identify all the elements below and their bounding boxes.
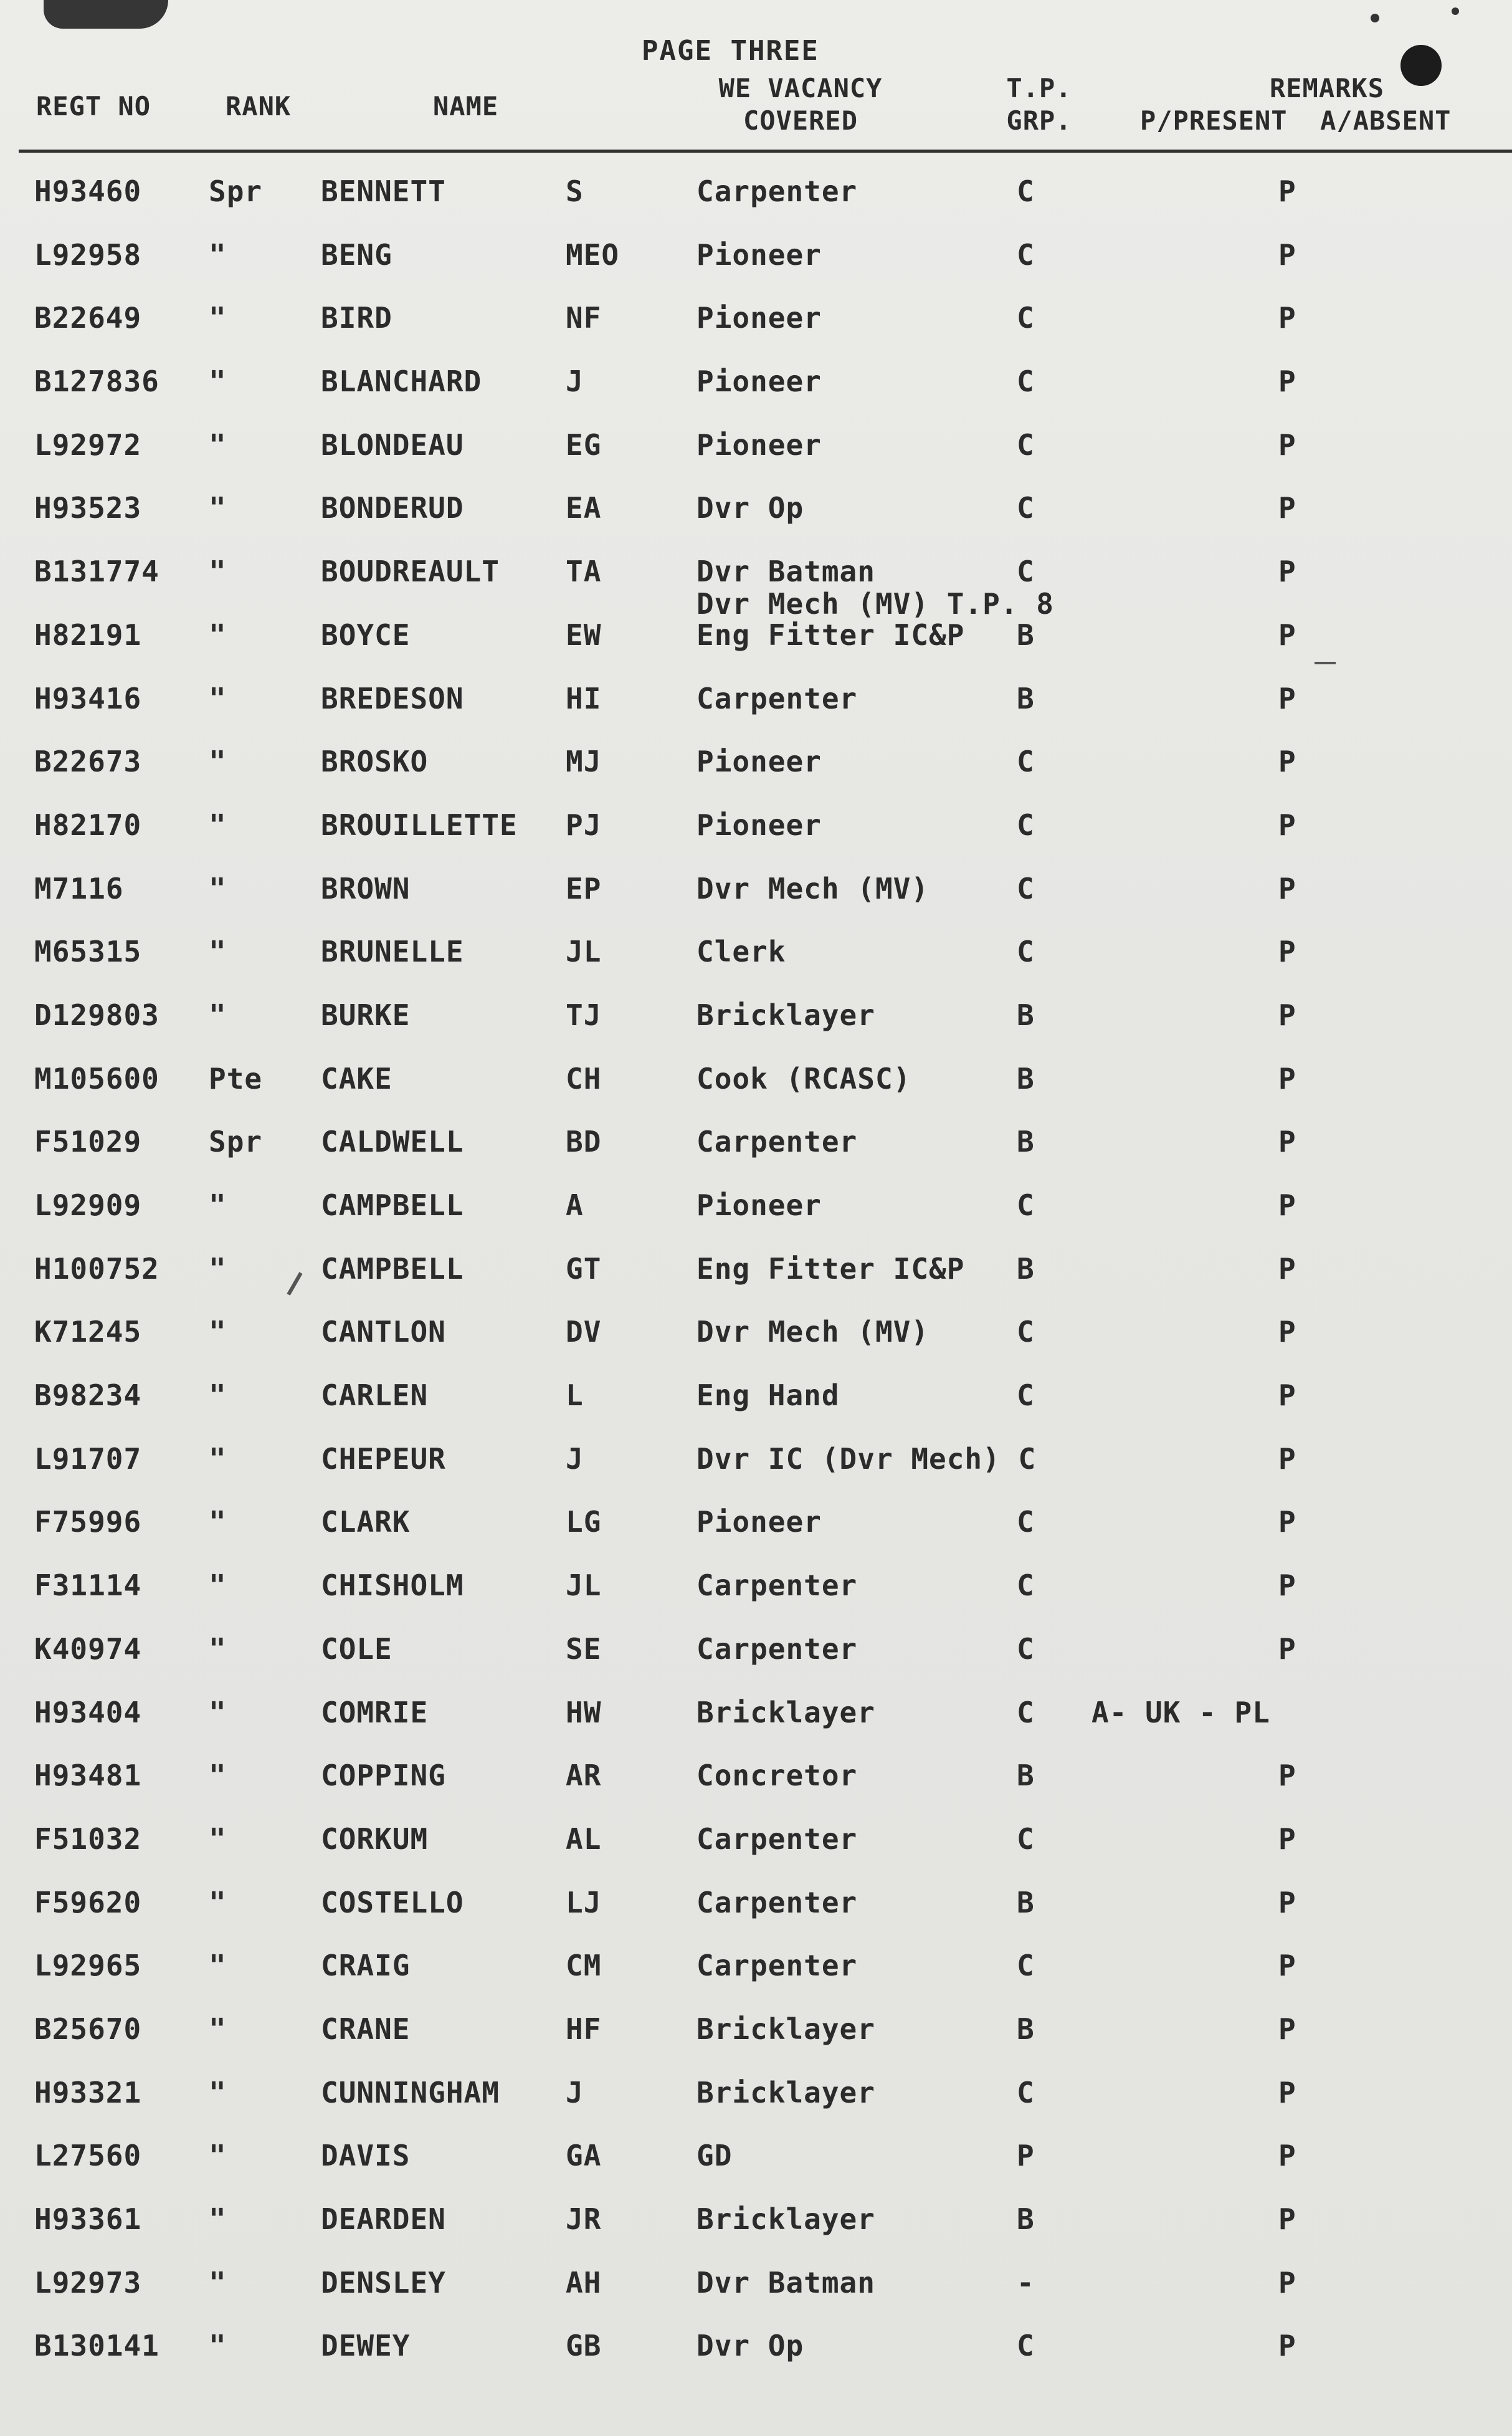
regt-no-cell: L92965 [34, 1949, 142, 1983]
remark-cell: P [1278, 618, 1296, 652]
regt-no-cell: L27560 [34, 2139, 142, 2173]
initials-cell: HW [566, 1695, 602, 1729]
name-cell: CLARK [321, 1505, 411, 1539]
grp-cell: B [1017, 2202, 1035, 2236]
rank-cell: " [209, 1188, 227, 1222]
name-cell: CRAIG [321, 1949, 411, 1983]
header-rule [19, 150, 1512, 153]
rank-cell: " [209, 2265, 227, 2300]
table-row [0, 477, 1512, 541]
initials-cell: S [566, 174, 584, 208]
rank-cell: " [209, 555, 227, 589]
name-cell: COPPING [321, 1759, 446, 1793]
header-grp-line2: GRP. [1006, 105, 1072, 136]
grp-cell: C [1017, 301, 1035, 335]
remark-cell: P [1278, 1125, 1296, 1159]
name-cell: CALDWELL [321, 1125, 464, 1159]
name-cell: BROWN [321, 871, 411, 905]
regt-no-cell: M65315 [34, 935, 142, 969]
vacancy-cell: Dvr Op [697, 2329, 804, 2363]
vacancy-cell: Dvr Batman [697, 2265, 875, 2300]
initials-cell: MEO [566, 237, 620, 272]
initials-cell: GT [566, 1251, 602, 1286]
vacancy-cell: Pioneer [697, 301, 822, 335]
name-cell: CARLEN [321, 1378, 429, 1413]
rank-cell: " [209, 998, 227, 1032]
table-row [0, 2315, 1512, 2379]
remark-cell: P [1278, 1378, 1296, 1413]
header-tp-grp [996, 72, 1083, 137]
grp-cell: P [1017, 2139, 1035, 2173]
regt-no-cell: B22673 [34, 745, 142, 779]
regt-no-cell: H93460 [34, 174, 142, 208]
grp-cell: B [1017, 681, 1035, 715]
rank-cell: " [209, 1251, 227, 1286]
rank-cell: " [209, 935, 227, 969]
rank-cell: " [209, 427, 227, 462]
remark-cell: P [1278, 2012, 1296, 2046]
remark-cell: P [1278, 1885, 1296, 1919]
roster-table [0, 161, 1512, 2379]
name-cell: BIRD [321, 301, 392, 335]
vacancy-cell: Pioneer [697, 237, 822, 272]
initials-cell: HI [566, 681, 602, 715]
remark-cell: P [1278, 1188, 1296, 1222]
name-cell: CANTLON [321, 1315, 446, 1349]
initials-cell: AL [566, 1822, 602, 1856]
remark-cell: P [1278, 1315, 1296, 1349]
grp-cell: B [1017, 1061, 1035, 1096]
table-row [0, 604, 1512, 668]
rank-cell: " [209, 1441, 227, 1476]
name-cell: BROSKO [321, 745, 429, 779]
grp-cell: B [1017, 1251, 1035, 1286]
rank-cell: " [209, 1631, 227, 1666]
rank-cell: " [209, 1949, 227, 1983]
table-row [0, 1491, 1512, 1555]
table-row [0, 224, 1512, 288]
regt-no-cell: B98234 [34, 1378, 142, 1413]
initials-cell: SE [566, 1631, 602, 1666]
table-row [0, 1365, 1512, 1428]
rank-cell: Spr [209, 174, 263, 208]
table-row [0, 1175, 1512, 1238]
regt-no-cell: H82191 [34, 618, 142, 652]
table-row [0, 1428, 1512, 1492]
rank-cell: " [209, 1505, 227, 1539]
grp-cell: C [1017, 427, 1035, 462]
remark-cell: P [1278, 2265, 1296, 2300]
table-row [0, 1745, 1512, 1808]
rank-cell: " [209, 745, 227, 779]
rank-cell: " [209, 1759, 227, 1793]
regt-no-cell: D129803 [34, 998, 159, 1032]
ink-speck [1371, 14, 1379, 22]
interline-note: Dvr Mech (MV) T.P. 8 [697, 587, 1054, 621]
vacancy-cell: Carpenter [697, 1569, 858, 1603]
table-row [0, 1555, 1512, 1618]
regt-no-cell: H93321 [34, 2075, 142, 2109]
name-cell: BREDESON [321, 681, 464, 715]
vacancy-cell: Carpenter [697, 1125, 858, 1159]
grp-cell: C [1017, 1505, 1035, 1539]
grp-cell: C [1017, 365, 1035, 399]
grp-cell: C [1017, 871, 1035, 905]
grp-cell: C [1017, 491, 1035, 525]
header-rank: RANK [226, 91, 292, 122]
vacancy-cell: Dvr IC (Dvr Mech) C [697, 1441, 1037, 1476]
remark-cell: P [1278, 998, 1296, 1032]
table-row [0, 2252, 1512, 2316]
rank-cell: " [209, 1569, 227, 1603]
name-cell: CAMPBELL [321, 1188, 464, 1222]
name-cell: DAVIS [321, 2139, 411, 2173]
regt-no-cell: F31114 [34, 1569, 142, 1603]
table-row [0, 1999, 1512, 2062]
rank-cell: Spr [209, 1125, 263, 1159]
name-cell: CRANE [321, 2012, 411, 2046]
vacancy-cell: Bricklayer [697, 1695, 875, 1729]
rank-cell: " [209, 491, 227, 525]
remark-cell: P [1278, 1441, 1296, 1476]
grp-cell: C [1017, 2329, 1035, 2363]
name-cell: BONDERUD [321, 491, 464, 525]
header-name: NAME [433, 91, 499, 122]
remark-cell: P [1278, 1569, 1296, 1603]
ink-speck [1452, 7, 1459, 15]
ink-smudge [44, 0, 168, 29]
vacancy-cell: Carpenter [697, 1822, 858, 1856]
grp-cell: C [1017, 1949, 1035, 1983]
regt-no-cell: B131774 [34, 555, 159, 589]
rank-cell: " [209, 1695, 227, 1729]
initials-cell: EG [566, 427, 602, 462]
rank-cell: " [209, 237, 227, 272]
initials-cell: HF [566, 2012, 602, 2046]
grp-cell: B [1017, 2012, 1035, 2046]
header-grp-line1: T.P. [1006, 73, 1072, 103]
remark-cell: P [1278, 1759, 1296, 1793]
rank-cell: " [209, 871, 227, 905]
vacancy-cell: Concretor [697, 1759, 858, 1793]
vacancy-cell: Carpenter [697, 681, 858, 715]
vacancy-cell: Dvr Mech (MV) [697, 871, 930, 905]
remark-cell: P [1278, 2202, 1296, 2236]
table-row [0, 1238, 1512, 1302]
vacancy-cell: Bricklayer [697, 998, 875, 1032]
initials-cell: AR [566, 1759, 602, 1793]
regt-no-cell: H93416 [34, 681, 142, 715]
initials-cell: J [566, 365, 584, 399]
table-row [0, 1301, 1512, 1365]
rank-cell: " [209, 2202, 227, 2236]
vacancy-cell: Clerk [697, 935, 786, 969]
grp-cell: - [1017, 2265, 1035, 2300]
initials-cell: DV [566, 1315, 602, 1349]
grp-cell: C [1017, 1188, 1035, 1222]
initials-cell: JL [566, 935, 602, 969]
grp-cell: B [1017, 618, 1035, 652]
table-row [0, 1872, 1512, 1936]
rank-cell: Pte [209, 1061, 263, 1096]
vacancy-cell: Carpenter [697, 174, 858, 208]
initials-cell: JR [566, 2202, 602, 2236]
grp-cell: C [1017, 174, 1035, 208]
remark-cell: P [1278, 2139, 1296, 2173]
regt-no-cell: H93404 [34, 1695, 142, 1729]
regt-no-cell: K40974 [34, 1631, 142, 1666]
table-row [0, 921, 1512, 985]
table-row [0, 2062, 1512, 2126]
vacancy-cell: Carpenter [697, 1885, 858, 1919]
table-row [0, 1111, 1512, 1175]
vacancy-cell: Pioneer [697, 1188, 822, 1222]
remark-cell: P [1278, 174, 1296, 208]
table-row [0, 985, 1512, 1048]
remark-cell: P [1278, 2329, 1296, 2363]
vacancy-cell: GD [697, 2139, 733, 2173]
regt-no-cell: H82170 [34, 808, 142, 842]
remark-cell: P [1278, 871, 1296, 905]
name-cell: CHEPEUR [321, 1441, 446, 1476]
grp-cell: C [1017, 1822, 1035, 1856]
initials-cell: TJ [566, 998, 602, 1032]
regt-no-cell: B127836 [34, 365, 159, 399]
name-cell: CAKE [321, 1061, 392, 1096]
vacancy-cell: Cook (RCASC) [697, 1061, 911, 1096]
remark-cell: P [1278, 1631, 1296, 1666]
note-cell: A- UK - PL [1091, 1695, 1270, 1729]
vacancy-cell: Pioneer [697, 1505, 822, 1539]
remark-cell: P [1278, 1949, 1296, 1983]
name-cell: DENSLEY [321, 2265, 446, 2300]
header-remarks [1140, 72, 1512, 137]
regt-no-cell: H93523 [34, 491, 142, 525]
table-row [0, 2189, 1512, 2252]
header-vacancy-line1: WE VACANCY [718, 73, 883, 103]
header-regt-no: REGT NO [36, 91, 151, 122]
regt-no-cell: F59620 [34, 1885, 142, 1919]
initials-cell: EP [566, 871, 602, 905]
name-cell: BROUILLETTE [321, 808, 518, 842]
vacancy-cell: Carpenter [697, 1949, 858, 1983]
remark-cell: P [1278, 491, 1296, 525]
rank-cell: " [209, 2139, 227, 2173]
name-cell: CAMPBELL [321, 1251, 464, 1286]
name-cell: BENNETT [321, 174, 446, 208]
grp-cell: C [1017, 808, 1035, 842]
vacancy-cell: Dvr Op [697, 491, 804, 525]
table-row [0, 1808, 1512, 1872]
grp-cell: C [1017, 1315, 1035, 1349]
initials-cell: BD [566, 1125, 602, 1159]
initials-cell: NF [566, 301, 602, 335]
vacancy-cell: Bricklayer [697, 2202, 875, 2236]
vacancy-cell: Carpenter [697, 1631, 858, 1666]
header-remarks-line1: REMARKS [1269, 73, 1384, 103]
initials-cell: J [566, 1441, 584, 1476]
vacancy-cell: Eng Fitter IC&P [697, 1251, 965, 1286]
regt-no-cell: L91707 [34, 1441, 142, 1476]
initials-cell: LG [566, 1505, 602, 1539]
table-row [0, 858, 1512, 922]
rank-cell: " [209, 1315, 227, 1349]
regt-no-cell: M7116 [34, 871, 124, 905]
vacancy-cell: Dvr Mech (MV) [697, 1315, 930, 1349]
regt-no-cell: H100752 [34, 1251, 159, 1286]
grp-cell: C [1017, 237, 1035, 272]
initials-cell: A [566, 1188, 584, 1222]
remark-cell: P [1278, 237, 1296, 272]
table-row [0, 1048, 1512, 1112]
name-cell: BLANCHARD [321, 365, 482, 399]
initials-cell: MJ [566, 745, 602, 779]
table-row [0, 161, 1512, 224]
remark-cell: P [1278, 555, 1296, 589]
initials-cell: EW [566, 618, 602, 652]
regt-no-cell: B130141 [34, 2329, 159, 2363]
rank-cell: " [209, 1885, 227, 1919]
name-cell: BURKE [321, 998, 411, 1032]
regt-no-cell: L92958 [34, 237, 142, 272]
regt-no-cell: F51032 [34, 1822, 142, 1856]
rank-cell: " [209, 2012, 227, 2046]
table-row [0, 1618, 1512, 1682]
initials-cell: JL [566, 1569, 602, 1603]
name-cell: BLONDEAU [321, 427, 464, 462]
name-cell: BOYCE [321, 618, 411, 652]
remark-cell: P [1278, 301, 1296, 335]
remark-cell: P [1278, 1251, 1296, 1286]
initials-cell: CM [566, 1949, 602, 1983]
table-row [0, 287, 1512, 351]
grp-cell: C [1017, 1569, 1035, 1603]
name-cell: BOUDREAULT [321, 555, 500, 589]
grp-cell: C [1017, 1631, 1035, 1666]
name-cell: COSTELLO [321, 1885, 464, 1919]
grp-cell: B [1017, 998, 1035, 1032]
regt-no-cell: B22649 [34, 301, 142, 335]
table-row [0, 2125, 1512, 2189]
table-row [0, 351, 1512, 414]
vacancy-cell: Pioneer [697, 745, 822, 779]
table-row [0, 414, 1512, 478]
page-title: PAGE THREE [642, 35, 819, 67]
rank-cell: " [209, 618, 227, 652]
initials-cell: LJ [566, 1885, 602, 1919]
name-cell: COLE [321, 1631, 392, 1666]
grp-cell: B [1017, 1759, 1035, 1793]
name-cell: COMRIE [321, 1695, 429, 1729]
remark-cell: P [1278, 935, 1296, 969]
rank-cell: " [209, 1822, 227, 1856]
grp-cell: C [1017, 555, 1035, 589]
regt-no-cell: M105600 [34, 1061, 159, 1096]
table-row [0, 795, 1512, 858]
remark-cell: P [1278, 365, 1296, 399]
table-row [0, 731, 1512, 795]
table-row [0, 668, 1512, 732]
regt-no-cell: F75996 [34, 1505, 142, 1539]
regt-no-cell: L92973 [34, 2265, 142, 2300]
rank-cell: " [209, 365, 227, 399]
initials-cell: GB [566, 2329, 602, 2363]
header-vacancy-line2: COVERED [743, 105, 858, 136]
remark-cell: P [1278, 681, 1296, 715]
regt-no-cell: L92909 [34, 1188, 142, 1222]
grp-cell: C [1017, 745, 1035, 779]
grp-cell: C [1017, 935, 1035, 969]
table-row [0, 541, 1512, 604]
vacancy-cell: Pioneer [697, 365, 822, 399]
rank-cell: " [209, 2075, 227, 2109]
initials-cell: GA [566, 2139, 602, 2173]
rank-cell: " [209, 2329, 227, 2363]
grp-cell: B [1017, 1125, 1035, 1159]
initials-cell: TA [566, 555, 602, 589]
rank-cell: " [209, 681, 227, 715]
name-cell: DEWEY [321, 2329, 411, 2363]
initials-cell: PJ [566, 808, 602, 842]
name-cell: DEARDEN [321, 2202, 446, 2236]
grp-cell: C [1017, 1695, 1035, 1729]
grp-cell: B [1017, 1885, 1035, 1919]
regt-no-cell: B25670 [34, 2012, 142, 2046]
vacancy-cell: Pioneer [697, 427, 822, 462]
vacancy-cell: Eng Fitter IC&P [697, 618, 965, 652]
name-cell: CHISHOLM [321, 1569, 464, 1603]
grp-cell: C [1017, 2075, 1035, 2109]
remark-cell: P [1278, 808, 1296, 842]
rank-cell: " [209, 301, 227, 335]
remark-cell: P [1278, 2075, 1296, 2109]
regt-no-cell: H93361 [34, 2202, 142, 2236]
vacancy-cell: Dvr Batman [697, 555, 875, 589]
grp-cell: C [1017, 1378, 1035, 1413]
regt-no-cell: F51029 [34, 1125, 142, 1159]
initials-cell: J [566, 2075, 584, 2109]
name-cell: CUNNINGHAM [321, 2075, 500, 2109]
header-remarks-line2: P/PRESENT A/ABSENT [1140, 105, 1452, 136]
rank-cell: " [209, 808, 227, 842]
initials-cell: CH [566, 1061, 602, 1096]
table-row [0, 1935, 1512, 1999]
remark-cell: P [1278, 1061, 1296, 1096]
vacancy-cell: Bricklayer [697, 2075, 875, 2109]
vacancy-cell: Eng Hand [697, 1378, 840, 1413]
vacancy-cell: Pioneer [697, 808, 822, 842]
rank-cell: " [209, 1378, 227, 1413]
remark-cell: P [1278, 1822, 1296, 1856]
name-cell: BRUNELLE [321, 935, 464, 969]
remark-cell: P [1278, 745, 1296, 779]
header-vacancy [701, 72, 900, 137]
initials-cell: AH [566, 2265, 602, 2300]
vacancy-cell: Bricklayer [697, 2012, 875, 2046]
initials-cell: L [566, 1378, 584, 1413]
initials-cell: EA [566, 491, 602, 525]
regt-no-cell: K71245 [34, 1315, 142, 1349]
regt-no-cell: H93481 [34, 1759, 142, 1793]
table-row [0, 1682, 1512, 1746]
regt-no-cell: L92972 [34, 427, 142, 462]
remark-cell: P [1278, 427, 1296, 462]
remark-cell: P [1278, 1505, 1296, 1539]
name-cell: BENG [321, 237, 392, 272]
name-cell: CORKUM [321, 1822, 429, 1856]
